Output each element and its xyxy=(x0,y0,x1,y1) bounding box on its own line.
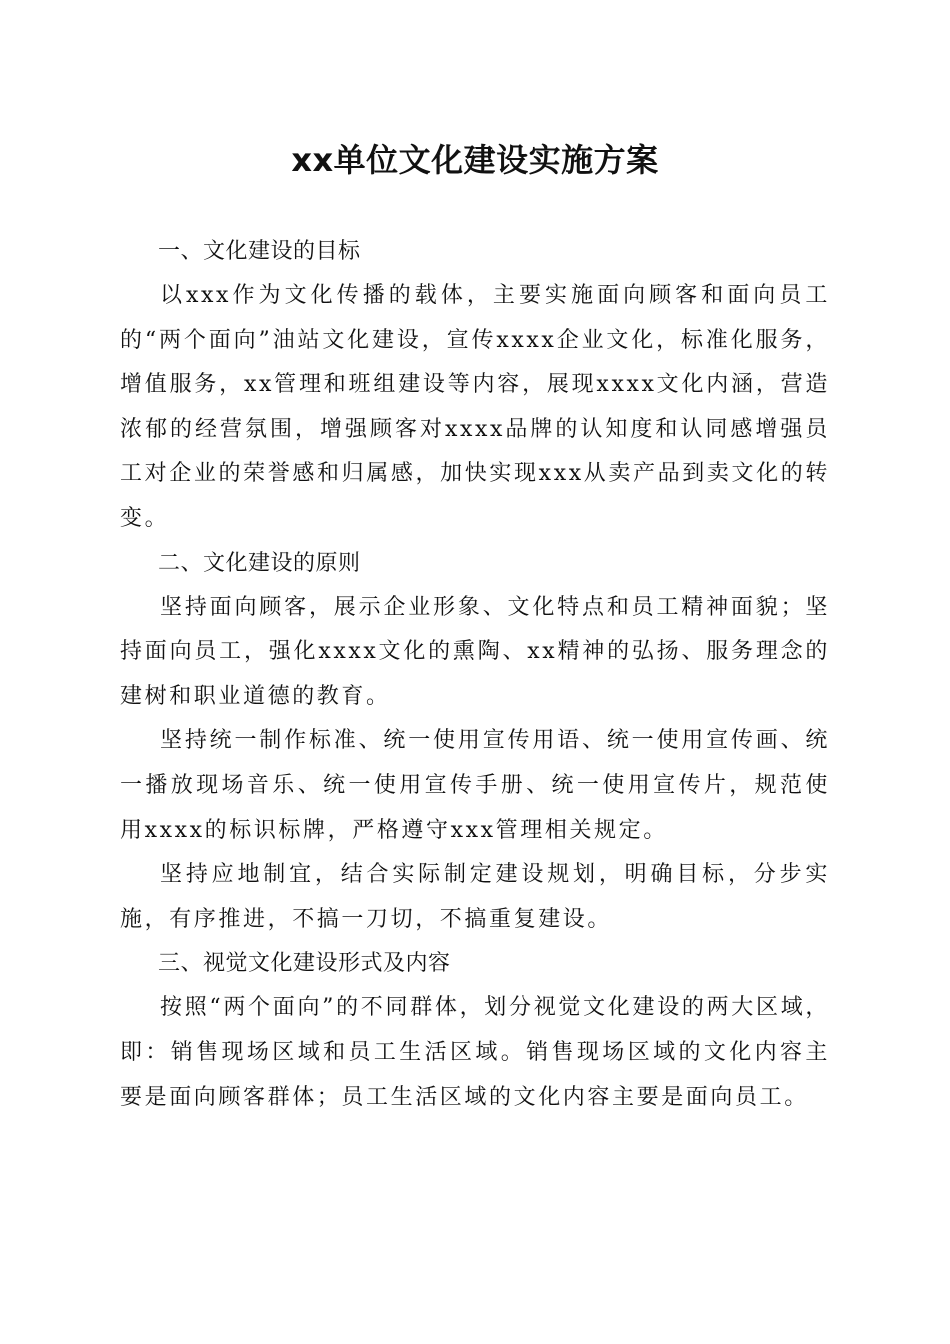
paragraph: 以xxx作为文化传播的载体，主要实施面向顾客和面向员工的“两个面向”油站文化建设，宣传xxxx企业文化，标准化服务，增值服务，xx管理和班组建设等内容，展现xxxx文化内涵，营造浓郁的经营氛围，增强顾客对xxxx品牌的认知度和认同感增强员工对企业的荣誉感和归属感，加快实现xxx从卖产品到卖文化的转变。 xyxy=(120,283,830,531)
paragraph: 按照“两个面向”的不同群体，划分视觉文化建设的两大区域，即：销售现场区域和员工生活区域。销售现场区域的文化内容主要是面向顾客群体；员工生活区域的文化内容主要是面向员工。 xyxy=(120,995,830,1110)
document-body xyxy=(120,230,830,1120)
section-heading-principles: 二、文化建设的原则 xyxy=(158,550,361,576)
section-heading-goals: 一、文化建设的目标 xyxy=(158,239,361,264)
paragraph: 坚持统一制作标准、统一使用宣传用语、统一使用宣传画、统一播放现场音乐、统一使用宣传手册、统一使用宣传片，规范使用xxxx的标识标牌，严格遵守xxx管理相关规定。 xyxy=(120,728,830,843)
section-heading-visual-culture: 三、视觉文化建设形式及内容 xyxy=(158,951,451,977)
paragraph: 坚持面向顾客，展示企业形象、文化特点和员工精神面貌；坚持面向员工，强化xxxx文化的熏陶、xx精神的弘扬、服务理念的建树和职业道德的教育。 xyxy=(120,594,830,709)
document-title: xx单位文化建设实施方案 xyxy=(291,141,659,179)
paragraph: 坚持应地制宜，结合实际制定建设规划，明确目标，分步实施，有序推进，不搞一刀切，不搞重复建设。 xyxy=(120,862,830,932)
